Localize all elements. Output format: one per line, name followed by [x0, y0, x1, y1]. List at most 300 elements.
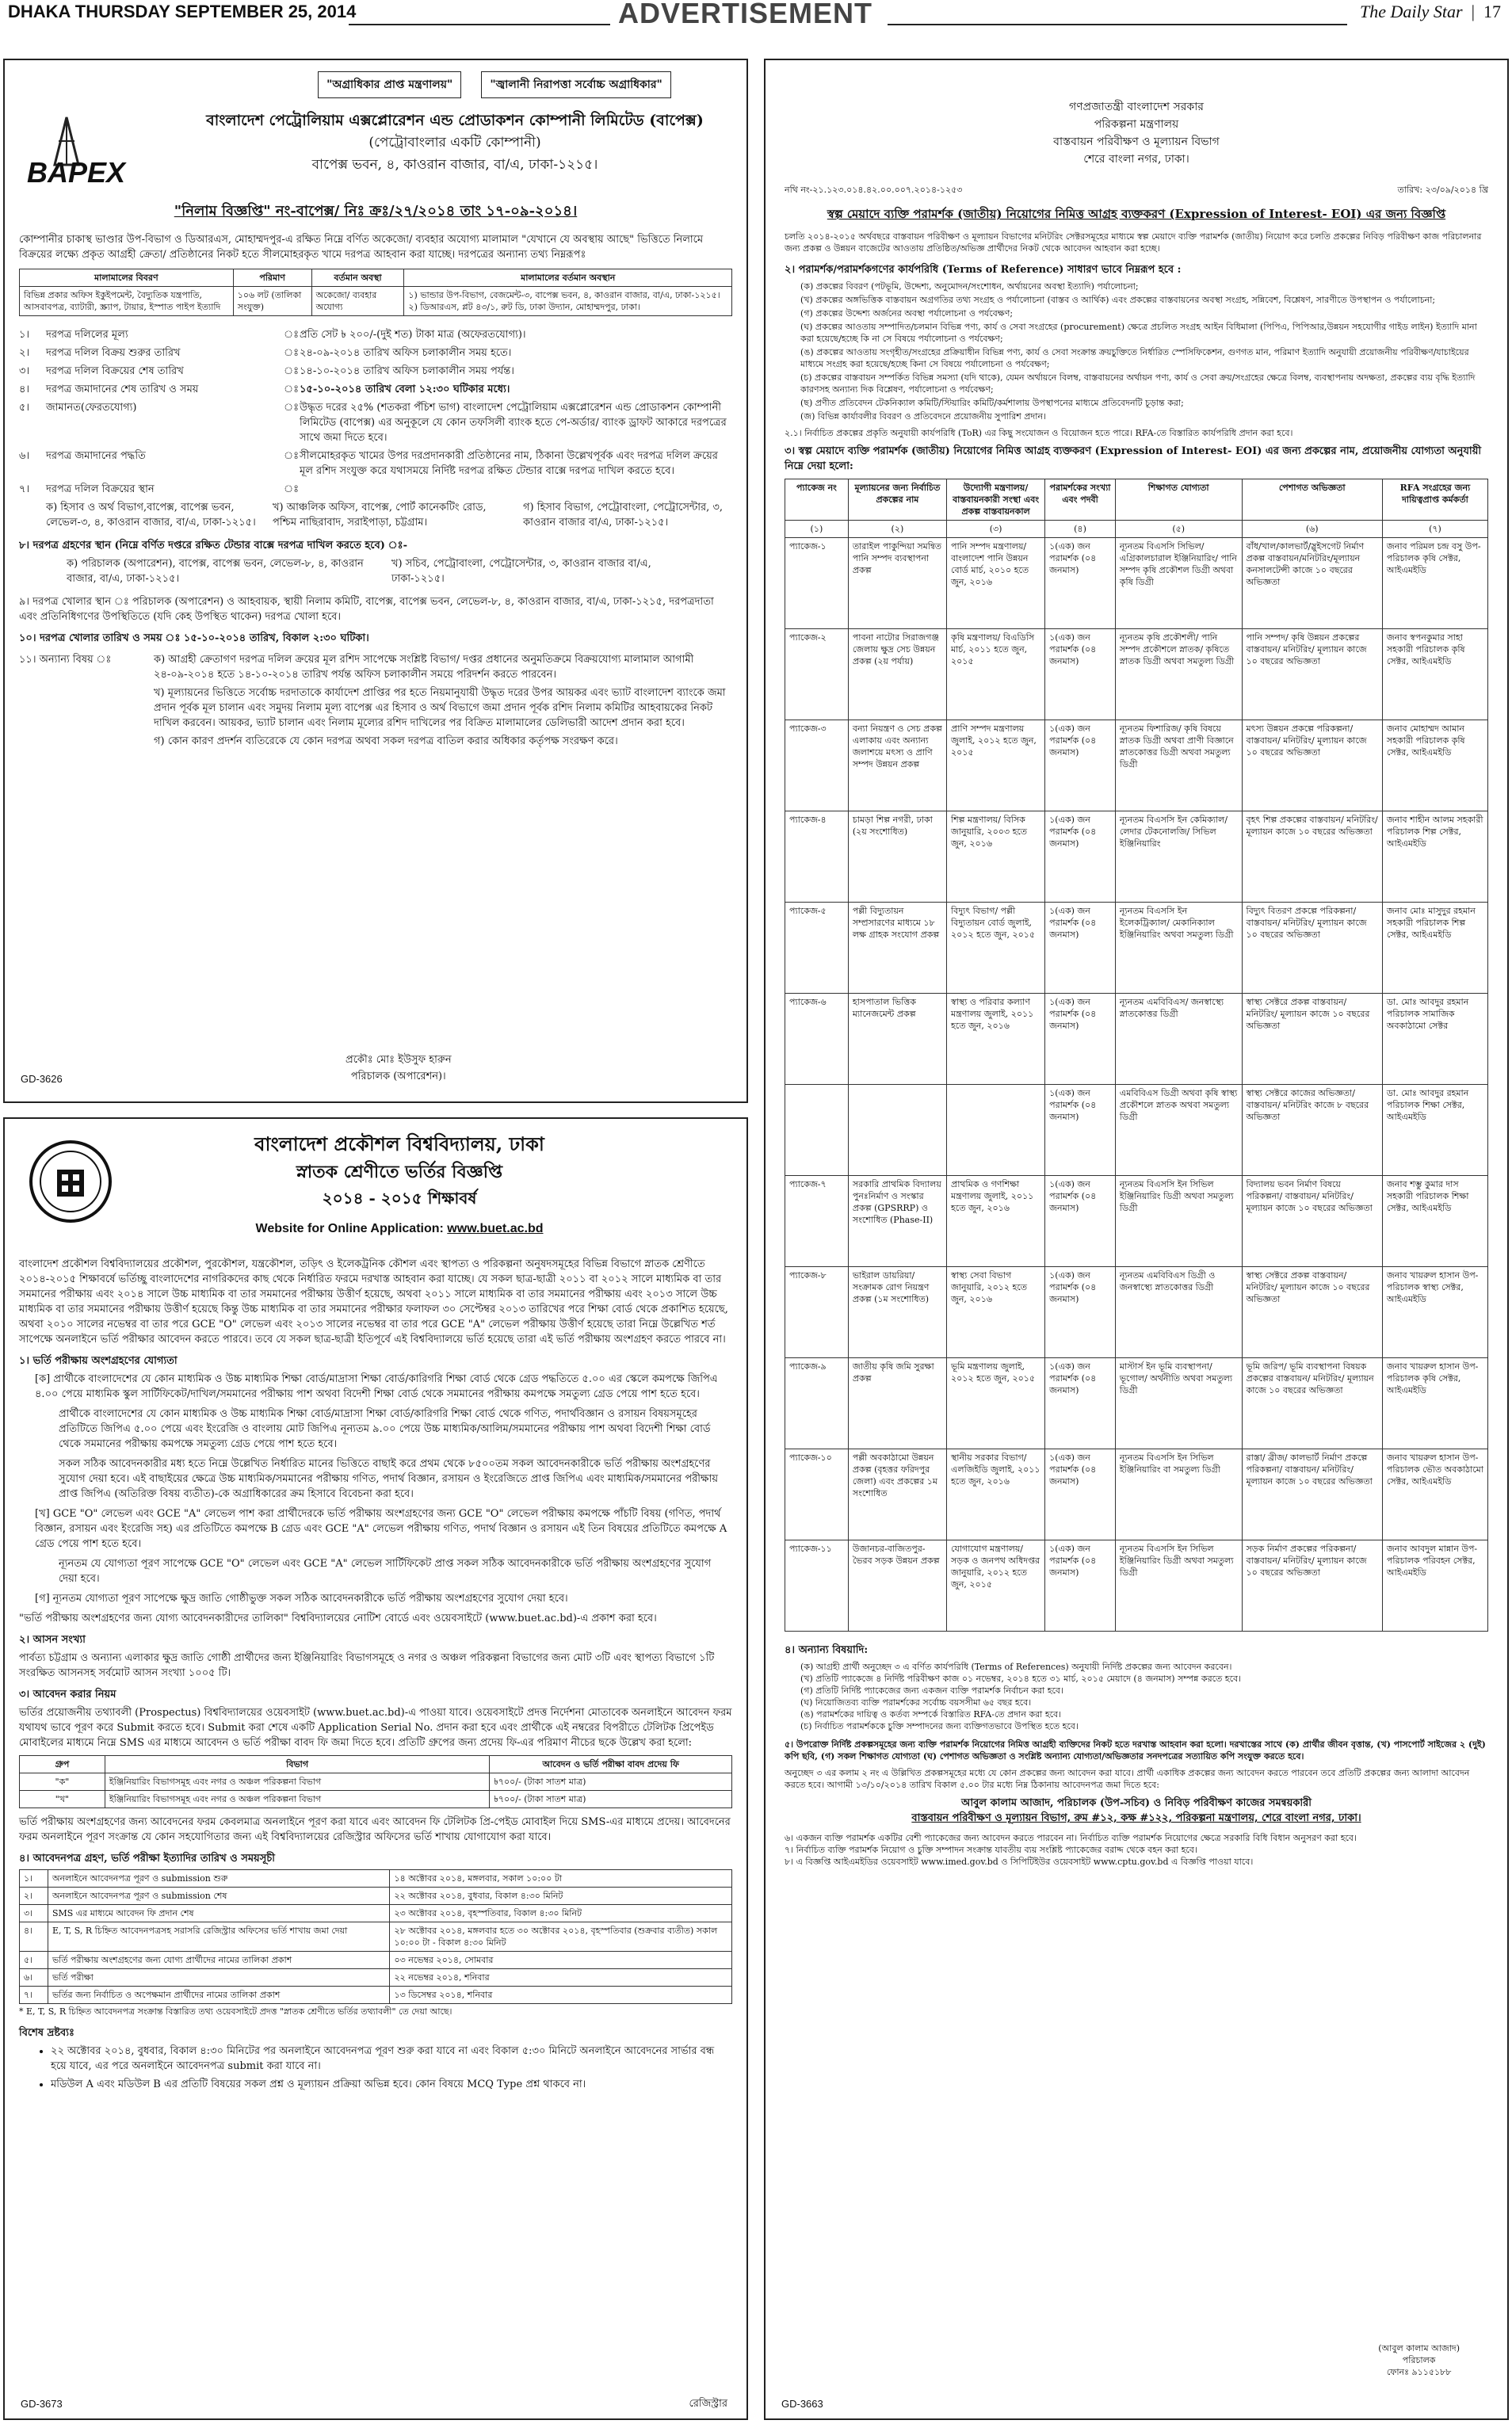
table-cell: (৫) — [1115, 521, 1242, 538]
imed-memo-line — [785, 184, 1488, 196]
imed-ad — [764, 59, 1509, 2420]
table-cell: ১(এক) জন পরামর্শক (০৪ জনমাস) — [1045, 1267, 1116, 1358]
imed-contact-addr: আবুল কালাম আজাদ, পরিচালক (উপ-সচিব) ও নিবিড় পরিবীক্ষণ কাজের সমন্বয়কারী — [960, 1797, 1312, 1809]
table-cell — [947, 1085, 1045, 1176]
buet-sec3-title: ৩। আবেদন করার নিয়ম — [19, 1689, 116, 1701]
buet-ad — [3, 1117, 748, 2420]
buet-code: GD-3673 — [21, 2398, 63, 2410]
table-cell: জনাব স্বপনকুমার সাহা সহকারী পরিচালক কৃষি সেক্টর, আইএমইডি — [1382, 629, 1487, 720]
table-row — [785, 1085, 1488, 1176]
table-header: পেশাগত অভিজ্ঞতা — [1242, 479, 1382, 521]
imed-signer-title: পরিচালক — [1402, 2355, 1436, 2365]
table-cell: প্যাকেজ-১১ — [785, 1540, 849, 1632]
bapex-items — [19, 327, 732, 749]
table-cell: ৭। — [20, 1987, 48, 2004]
table-cell: ১(এক) জন পরামর্শক (০৪ জনমাস) — [1045, 629, 1116, 720]
table-cell: ভূমি জরিপ/ ভূমি ব্যবস্থাপনা বিষয়ক প্রকল্পের বাস্তবায়ন/ মনিটরিং/ মূল্যায়ন কাজে ১০ বছরের অভিজ্ঞতা — [1242, 1358, 1382, 1449]
bapex-sale-places — [46, 500, 732, 530]
buet-title-block — [162, 1130, 637, 1236]
list-item: (ঙ) প্রকল্পের আওতায় সংগৃহীত/সংগ্রহের প্রক্রিয়াধীন বিভিন্ন পণ্য, কার্য ও সেবা সংক্রান্ত ক্রয়চুক্তিতে নির্ধারিত স্পেসিফিকেশন, গুণগত মান, পরিমাণ ইত্যাদি অনুযায়ী প্রয়োজনীয় পরিবীক্ষণ/যাচাইয়ের মাধ্যমে সংগ্রহ করা হয়েছে/হচ্ছে কিনা সে বিষয়ে পর্যালোচনা ও পর্যবেক্ষণ; — [800, 347, 1469, 369]
table-cell: পল্লী বিদ্যুতায়ন সম্প্রসারণের মাধ্যমে ১৮ লক্ষ গ্রাহক সংযোগ প্রকল্প — [848, 903, 946, 994]
buet-sec1-ka: [ক] প্রার্থীকে বাংলাদেশের যে কোন মাধ্যমিক ও উচ্চ মাধ্যমিক শিক্ষা বোর্ড/মাদ্রাসা শিক্ষা বোর্ড/কারিগরি শিক্ষা বোর্ড থেকে গ্রেড পদ্ধতিতে ৫.০০ এর স্কেলে কমপক্ষে জিপিএ ৪.০০ পেয়ে মাধ্যমিক স্কুল সার্টিফিকেট/দাখিল/সমমানের পরীক্ষায় পাশ অথবা বিদেশী শিক্ষা বোর্ড থেকে সমমানের পরীক্ষায় কমপক্ষে সমতুল্য গ্রেড পেয়ে পাশ হতে হবে। — [35, 1373, 718, 1400]
list-item: (ছ) প্রণীত প্রতিবেদন টেকনিক্যাল কমিটি/স্টিয়ারিং কমিটি/কর্মশালায় উপস্থাপনের মাধ্যমে প্রতিবেদনটি চূড়ান্ত করা; — [800, 398, 1184, 408]
table-cell: বিভিন্ন প্রকার অফিস ইকুইপমেন্ট, বৈদ্যুতিক যন্ত্রপাতি, আসবাবপত্র, ব্যাটারী, স্ক্র্যাপ, টায়ার, ইস্পাত পাইপ ইত্যাদি — [20, 287, 234, 316]
bapex-tags — [19, 71, 732, 98]
table-row — [20, 287, 732, 316]
table-cell: ১(এক) জন পরামর্শক (০৪ জনমাস) — [1045, 1176, 1116, 1267]
bapex-logo-text: BAPEX — [27, 156, 126, 189]
bapex-subtitle: (পেট্রোবাংলার একটি কোম্পানী) — [368, 135, 541, 151]
bapex-org-block — [178, 109, 732, 176]
table-cell: পানি সম্পদ/ কৃষি উন্নয়ন প্রকল্পের বাস্তবায়ন/ মনিটরিং/ মূল্যায়ন কাজে ১০ বছরের অভিজ্ঞতা — [1242, 629, 1382, 720]
table-row — [785, 1267, 1488, 1358]
sale-place: খ) আঞ্চলিক অফিস, বাপেক্স, পোর্ট কানেকটিং রোড, পশ্চিম নাছিরাবাদ, সরাইপাড়া, চট্টগ্রাম। — [273, 502, 487, 529]
table-cell: প্রাথমিক ও গণশিক্ষা মন্ত্রণালয় জুলাই, ২০১১ হতে জুন, ২০১৬ — [947, 1176, 1045, 1267]
table-header: RFA সংগ্রহের জন্য দায়িত্বপ্রাপ্ত কর্মকর্তা — [1382, 479, 1487, 521]
item-value: প্রতি সেট ৳ ২০০/-(দুই শত) টাকা মাত্র (অফেরতযোগ্য)। — [300, 329, 526, 341]
masthead-paper-name: The Daily Star — [1360, 2, 1463, 21]
list-item: (চ) প্রকল্পের বাস্তবায়ন সম্পর্কিত বিভিন্ন সমস্যা (যদি থাকে), যেমন অর্থায়নে বিলম্ব, বাস্তবায়নের অর্থায়ন পণ্য, কার্য ও সেবা ক্রয়/সংগ্রহের ক্ষেত্রে বিলম্ব, ব্যবস্থাপনায় অদক্ষতা, প্রকল্পের ব্যয় বৃদ্ধি ইত্যাদি কারণসহ অন্যান্য দিক বিশ্লেষণ, পর্যালোচনা ও পর্যবেক্ষণ; — [800, 372, 1476, 395]
imed-tor-title: ২। পরামর্শক/পরামর্শকগণের কার্যপরিধি (Terms of Reference) সাধারণ ভাবে নিম্নরূপ হবে : — [785, 264, 1182, 276]
submit-place: খ) সচিব, পেট্রোবাংলা, পেট্রোসেন্টার, ৩, কাওরান বাজার বা/এ, ঢাকা-১২১৫। — [391, 558, 651, 585]
bapex-submit-places — [67, 556, 732, 586]
list-item: ১। দরপত্র দলিলের মূল্য ঃ প্রতি সেট ৳ ২০০/-(দুই শত) টাকা মাত্র (অফেরতযোগ্য)। — [19, 329, 526, 341]
buet-header — [19, 1130, 732, 1257]
table-cell: তারাইল পাকুন্দিয়া সমন্বিত পানি সম্পদ ব্যবস্থাপনা প্রকল্প — [848, 538, 946, 629]
buet-sec4-title: ৪। আবেদনপত্র গ্রহণ, ভর্তি পরীক্ষা ইত্যাদির তারিখ ও সময়সূচী — [19, 1853, 276, 1865]
table-cell: ১(এক) জন পরামর্শক (০৪ জনমাস) — [1045, 994, 1116, 1085]
table-cell: বিদ্যুৎ বিভাগ/ পল্লী বিদ্যুতায়ন বোর্ড জুলাই, ২০১২ হতে জুন, ২০১৫ — [947, 903, 1045, 994]
table-cell: ভর্তির জন্য নির্বাচিত ও অপেক্ষমান প্রার্থীদের নামের তালিকা প্রকাশ — [48, 1987, 390, 2004]
bapex-item11-list — [154, 652, 732, 749]
table-row — [20, 1987, 732, 2004]
buet-sec1-kha2: ন্যূনতম যে যোগ্যতা পূরণ সাপেক্ষে GCE "O" লেভেল এবং GCE "A" লেভেল সার্টিফিকেট প্রাপ্ত সকল সঠিক আবেদনকারীকে ভর্তি পরীক্ষায় অংশগ্রহণের সুযোগ দেয়া হবে। — [59, 1558, 712, 1585]
table-cell: ১(এক) জন পরামর্শক (০৪ জনমাস) — [1045, 1085, 1116, 1176]
item-number: ৫। — [19, 402, 30, 414]
bapex-item11-label: ১১। অন্যান্য বিষয় ঃ — [19, 654, 112, 666]
bapex-signer: প্রকৌঃ মোঃ ইউসুফ হারুন — [346, 1054, 452, 1066]
table-header: শিক্ষাগত যোগ্যতা — [1115, 479, 1242, 521]
buet-sec3-text: ভর্তির প্রয়োজনীয় তথ্যাবলী (Prospectus) বিশ্ববিদ্যালয়ের ওয়েবসাইট (www.buet.ac.bd)-এ পাওয়া যাবে। ওয়েবসাইটে প্রদত্ত নির্দেশনা মোতাবেক অনলাইনে আবেদন ফরম যথাযথ ভাবে পূরণ করে Submit করতে হবে। Submit করা শেষে একটি Application Serial No. প্রদান করা হবে এবং প্রার্থীকে এই নম্বরের বিপরীতে টেলিটক প্রিপেইড মোবাইলের মাধ্যমে নিম্নে SMS এর মাধ্যমে আবেদন ও ভর্তি পরীক্ষা বাবদ ফি জমা দিতে হবে। প্রতিটি গ্রুপের জন্য প্রদেয় ফি-এর পরিমাণ নীচের ছকে উল্লেখ করা হলো: — [19, 1707, 732, 1749]
masthead-section: ADVERTISEMENT — [618, 0, 873, 29]
table-cell: ৩। — [20, 1905, 48, 1922]
table-cell: বিদ্যুৎ বিতরণ প্রকল্পে পরিকল্পনা/ বাস্তবায়ন/ মনিটরিং/ মূল্যায়ন কাজে ১০ বছরের অভিজ্ঞতা — [1242, 903, 1382, 994]
bapex-header — [19, 109, 732, 197]
list-item: (চ) নির্বাচিত পরামর্শককে চুক্তি সম্পাদনের জন্য ব্যক্তিগতভাবে উপস্থিত হতে হবে। — [800, 1721, 1079, 1731]
table-row — [785, 1358, 1488, 1449]
imed-other-list — [785, 1661, 1488, 1732]
buet-sec3-text2: ভর্তি পরীক্ষায় অংশগ্রহণের জন্য আবেদনের ফরম কেবলমাত্র অনলাইনে পূরণ করা যাবে এবং আবেদন ফি টেলিটক প্রি-পেইড মোবাইল দিয়ে SMS-এর মাধ্যমে প্রদেয়। আবেদনের ফরম অনলাইনে পূরণ সংক্রান্ত যে কোন সহযোগিতার জন্য এই বিশ্ববিদ্যালয়ের রেজিস্ট্রার অফিসের ভর্তি শাখায় যোগাযোগ করা যাবে। — [19, 1816, 731, 1843]
table-row — [20, 1952, 732, 1969]
table-cell: বৃহৎ শিল্প প্রকল্পের বাস্তবায়ন/ মনিটরিং/ মূল্যায়ন কাজে ১০ বছরের অভিজ্ঞতা — [1242, 811, 1382, 903]
table-cell: ৪। — [20, 1922, 48, 1952]
table-cell: স্বাস্থ্য সেবা বিভাগ জানুয়ারি, ২০১২ হতে জুন, ২০১৬ — [947, 1267, 1045, 1358]
table-cell: প্যাকেজ-৭ — [785, 1176, 849, 1267]
table-cell: প্যাকেজ-৪ — [785, 811, 849, 903]
bapex-code: GD-3626 — [21, 1073, 63, 1085]
bapex-item8: ৮। দরপত্র গ্রহণের স্থান (নিম্নে বর্ণিত দপ্তরে রক্ষিত টেন্ডার বাক্সে দরপত্র দাখিল করতে হবে) ঃ- — [19, 540, 407, 552]
bapex-logo-icon — [19, 109, 162, 189]
table-row — [785, 1176, 1488, 1267]
masthead-dateline — [8, 2, 356, 22]
table-cell: প্যাকেজ-৫ — [785, 903, 849, 994]
item-key: জামানত(ফেরতযোগ্য) — [46, 402, 137, 414]
table-cell: জনাব খায়রুল হাসান উপ-পরিচালক কৃষি সেক্টর, আইএমইডি — [1382, 1358, 1487, 1449]
table-cell: অনলাইনে আবেদনপত্র পূরণ ও submission শুরু — [48, 1870, 390, 1888]
table-cell: স্বাস্থ্য ও পরিবার কল্যাণ মন্ত্রণালয় জুলাই, ২০১১ হতে জুন, ২০১৬ — [947, 994, 1045, 1085]
table-header-row — [20, 1756, 732, 1773]
list-item: ৭। নির্বাচিত ব্যক্তি পরামর্শক নিয়োগ ও চুক্তি সম্পাদন সংক্রান্ত যাবতীয় ব্যয় সংশ্লিষ্ট প্যাকেজের বরাদ্দ থেকে বহন করা হবে। — [785, 1845, 1197, 1855]
table-cell: জনাব শম্ভু কুমার দাস সহকারী পরিচালক শিক্ষা সেক্টর, আইএমইডি — [1382, 1176, 1487, 1267]
buet-body — [19, 1257, 732, 2092]
table-header: পরিমাণ — [233, 269, 311, 287]
buet-sec1-ka3: সকল সঠিক আবেদনকারীর মধ্য হতে নিম্নে উল্লেখিত নির্ধারিত মানের ভিত্তিতে বাছাই করে প্রথম থেকে ৮৫০০তম সকল আবেদনকারীকে ভর্তি পরীক্ষায় অংশগ্রহণের সুযোগ দেয়া হবে। এই বাছাইয়ের ক্ষেত্রে উচ্চ মাধ্যমিক/সমমানের পরীক্ষায় গণিত, পদার্থ বিজ্ঞান, রসায়ন ও ইংরেজিতে প্রাপ্ত জিপিএ এবং মাধ্যমিক/সমমানের পরীক্ষায় প্রাপ্ত জিপিএ (অতিরিক্ত বিষয় ব্যতীত)-কে অগ্রাধিকারের ক্রম হিসাবে বিবেচনা করা হবে। — [59, 1458, 718, 1500]
table-cell: পানি সম্পদ মন্ত্রণালয়/ বাংলাদেশ পানি উন্নয়ন বোর্ড মার্চ, ২০১০ হতে জুন, ২০১৬ — [947, 538, 1045, 629]
table-cell: মাস্টার্স ইন ভূমি ব্যবস্থাপনা/ ভূগোল/ অর্থনীতি অথবা সমতুল্য ডিগ্রী — [1115, 1358, 1242, 1449]
table-cell: জনাব শাহীন আলম সহকারী পরিচালক শিল্প সেক্টর, আইএমইডি — [1382, 811, 1487, 903]
table-cell: ডা. মোঃ আবদুর রহমান পরিচালক শিক্ষা সেক্টর, আইএমইডি — [1382, 1085, 1487, 1176]
list-item: ৫। জামানত(ফেরতযোগ্য) ঃ উদ্ধৃত দরের ২৫% (শতকরা পঁচিশ ভাগ) বাংলাদেশ পেট্রোলিয়াম এক্সপ্লোরেশন এন্ড প্রোডাকশন কোম্পানী লিমিটেড (বাপেক্স) এর অনুকূলে যে কোন তফসিলী ব্যাংক হতে পে-অর্ডার/ ব্যাংক ড্রাফট আকারে দরপত্রের সাথে জমা দিতে হবে। — [19, 400, 732, 445]
table-cell: সরকারি প্রাথমিক বিদ্যালয় পুনঃনির্মাণ ও সংস্কার প্রকল্প (GPSRRP) ও সংশোধিত (Phase-II) — [848, 1176, 946, 1267]
table-cell: জাতীয় কৃষি জমি সুরক্ষা প্রকল্প — [848, 1358, 946, 1449]
buet-session: ২০১৪ - ২০১৫ শিক্ষাবর্ষ — [322, 1189, 477, 1208]
table-cell: ০৩ নভেম্বর ২০১৪, সোমবার — [390, 1952, 732, 1969]
table-header: প্যাকেজ নং — [785, 479, 849, 521]
item-key: দরপত্র জমাদানের পদ্ধতি — [46, 450, 146, 462]
imed-contact-text: অনুচ্ছেদ ৩ এর কলাম ২ নং এ উল্লিখিত প্রকল্পসমূহের মধ্যে যে কোন প্রকল্পের জন্য আবেদন করা যাবে। প্রার্থী একাধিক প্রকল্পের জন্য আবেদন করতে পারবেন তবে প্রতিটি প্রকল্পের জন্য আলাদা আবেদন করতে হবে। আগামী ১৩/১০/২০১৪ তারিখ বিকাল ৫.০০ টার মধ্যে নিম্ন ঠিকানায় আবেদনপত্র জমা দিতে হবে: — [785, 1768, 1470, 1790]
buet-sec1-title: ১। ভর্তি পরীক্ষায় অংশগ্রহণের যোগ্যতা — [19, 1355, 178, 1367]
table-cell: বাঁধ/খাল/কালভার্ট/স্লুইসগেট নির্মাণ প্রকল্প বাস্তবায়ন/মনিটরিং/মূল্যায়ন কনসালটেন্সী কাজে ১০ বছরের অভিজ্ঞতা — [1242, 538, 1382, 629]
item-value: ১৫-১০-২০১৪ তারিখ বেলা ১২:৩০ ঘটিকার মধ্যে। — [300, 384, 510, 395]
table-cell: প্রাণি সম্পদ মন্ত্রণালয় জুলাই, ২০১২ হতে জুন, ২০১৫ — [947, 720, 1045, 811]
table-row — [785, 811, 1488, 903]
buet-sec2-text: পার্বত্য চট্টগ্রাম ও অন্যান্য এলাকার ক্ষুদ্র জাতি গোষ্ঠী প্রার্থীদের জন্য ইঞ্জিনিয়ারিং বিভাগসমূহে ও নগর ও অঞ্চল পরিকল্পনা বিভাগের জন্য মোট ৩টি এবং স্থাপত্য বিভাগে ১টি সংরক্ষিত আসনসহ সর্বমোট আসন সংখ্যা ১০০৫ টি। — [19, 1652, 715, 1679]
table-cell: ন্যূনতম ফিশারিজ/ কৃষি বিষয়ে স্নাতক ডিগ্রী অথবা প্রাণী বিজ্ঞানে স্নাতকোত্তর ডিগ্রী অথবা সমতুল্য ডিগ্রী — [1115, 720, 1242, 811]
table-cell: জনাব খায়রুল হাসান উপ-পরিচালক ভৌত অবকাঠামো সেক্টর, আইএমইডি — [1382, 1449, 1487, 1540]
sale-place: ক) হিসাব ও অর্থ বিভাগ,বাপেক্স, বাপেক্স ভবন, লেভেল-৩, ৪, কাওরান বাজার, বা/এ, ঢাকা-১২১৫। — [46, 502, 256, 529]
buet-intro: বাংলাদেশ প্রকৌশল বিশ্ববিদ্যালয়ের প্রকৌশল, পুরকৌশল, যন্ত্রকৌশল, তড়িৎ ও ইলেকট্রনিক কৌশল এবং স্থাপত্য ও পরিকল্পনা অনুষদসমূহের বিভিন্ন বিভাগে স্নাতক শ্রেণীতে ২০১৪-২০১৫ শিক্ষাবর্ষে ভর্তিচ্ছু বাংলাদেশের নাগরিকদের কাছ থেকে নির্ধারিত ফরমে দরখাস্ত আহবান করা যাচ্ছে। যে সকল ছাত্র-ছাত্রী ২০১১ বা ২০১২ সালে মাধ্যমিক বা তার সমমানের পরীক্ষায় এবং ২০১৪ সালে উচ্চ মাধ্যমিক বা তার সমমানের পরীক্ষায় উত্তীর্ণ হয়েছে, অথবা ২০১১ সালে মাধ্যমিক বা তার সমমানের পরীক্ষায় এবং ২০১৩ সালে উচ্চ মাধ্যমিক বা তার সমমানের পরীক্ষায় উত্তীর্ণ হয়েছে কিন্তু উচ্চ মাধ্যমিক বা তার সমমানের পরীক্ষার ফলাফল ৩০ সেপ্টেম্বর ২০১৩ তারিখের পরে শিক্ষা বোর্ড থেকে প্রকাশিত হয়েছে, অথবা ২০১০ সালের নভেম্বর বা তার পরে GCE "O" লেভেল এবং ২০১৩ সালের নভেম্বর বা তার পরে GCE "A" লেভেল পরীক্ষায় উত্তীর্ণ হয়েছে তারা নিম্নে উল্লেখিত শর্ত সাপেক্ষে অনলাইনে ভর্তি পরীক্ষার আবেদন করতে পারবে। তবে যে সকল ছাত্র-ছাত্রী ইতিপূর্বে এই বিশ্ববিদ্যালয়ে ভর্তি হয়েছে তারা এই ভর্তি পরীক্ষায় অংশগ্রহণ করতে পারবে না। — [19, 1258, 728, 1346]
imed-gov1: গণপ্রজাতন্ত্রী বাংলাদেশ সরকার — [1069, 101, 1204, 113]
bapex-address: বাপেক্স ভবন, ৪, কাওরান বাজার, বা/এ, ঢাকা-১২১৫। — [311, 157, 598, 173]
imed-date: তারিখ: ২৩/০৯/২০১৪ খ্রি — [1397, 185, 1488, 195]
sale-place: গ) হিসাব বিভাগ, পেট্রোবাংলা, পেট্রোসেন্টার, ৩, কাওরান বাজার বা/এ, ঢাকা-১২১৫। — [523, 502, 723, 529]
table-cell: ১(এক) জন পরামর্শক (০৪ জনমাস) — [1045, 720, 1116, 811]
table-cell: ভাইরাল ডায়রিয়া/ সংক্রামক রোগ নিয়ন্ত্রণ প্রকল্প (১ম সংশোধিত) — [848, 1267, 946, 1358]
list-item: (ঘ) প্রকল্পের আওতায় সম্পাদিত/চলমান বিভিন্ন পণ্য, কার্য ও সেবা সংগ্রহের (procurement) ক্ষেত্রে প্রচলিত সংগ্রহ আইন বিধিমালা (পিপিএ, পিপিআর,উন্নয়ন সহযোগীর গাইড লাইন) ইত্যাদি মানা করা হয়েছে/হচ্ছে কি না সে বিষয়ে পর্যালোচনা ও পর্যবেক্ষণ; — [800, 322, 1477, 344]
list-item: (ক) প্রকল্পের বিবরণ (পটভূমি, উদ্দেশ্য, অনুমোদন/সংশোধন, অর্থায়নের অবস্থা ইত্যাদি) পর্যালোচনা; — [800, 281, 1139, 292]
table-cell: স্বাস্থ্য সেক্টরে প্রকল্প বাস্তবায়ন/ মনিটরিং/ মূল্যায়ন কাজে ১০ বছরের অভিজ্ঞতা — [1242, 1267, 1382, 1358]
table-row — [785, 521, 1488, 538]
table-cell: ডা. মোঃ আবদুর রহমান পরিচালক সামাজিক অবকাঠামো সেক্টর — [1382, 994, 1487, 1085]
table-cell: ইঞ্জিনিয়ারিং বিভাগসমূহ এবং নগর ও অঞ্চল পরিকল্পনা বিভাগ — [105, 1773, 489, 1791]
list-item: ৮। এ বিজ্ঞপ্তি আইএমইডির ওয়েবসাইট www.imed.gov.bd ও সিপিটিইউর ওয়েবসাইট www.cptu.gov.bd এ বিজ্ঞপ্তি পাওয়া যাবে। — [785, 1857, 1254, 1867]
table-cell: ২২ নভেম্বর ২০১৪, শনিবার — [390, 1969, 732, 1987]
table-header: উদ্যোগী মন্ত্রণালয়/ বাস্তবায়নকারী সংস্থা এবং প্রকল্প বাস্তবায়নকাল — [947, 479, 1045, 521]
table-cell: অনলাইনে আবেদনপত্র পূরণ ও submission শেষ — [48, 1888, 390, 1905]
list-item: (গ) প্রকল্পের উদ্দেশ্য অর্জনের অবস্থা পর্যালোচনা ও পর্যবেক্ষণ; — [800, 308, 1014, 319]
table-row — [785, 903, 1488, 994]
buet-web-line — [162, 1222, 637, 1236]
table-cell: ৫। — [20, 1952, 48, 1969]
bapex-signature — [346, 1052, 452, 1086]
table-row — [20, 1870, 732, 1888]
list-item: (ঘ) নিয়োজিতব্য ব্যক্তি পরামর্শকের সর্বোচ্চ বয়সসীমা ৬৫ বছর হবে। — [800, 1697, 1032, 1708]
table-row — [20, 1773, 732, 1791]
item-value: ২৪-০৯-২০১৪ তারিখ অফিস চলাকালীন সময় হতে। — [300, 347, 512, 359]
table-cell: ১০৬ লট (তালিকা সংযুক্ত) — [233, 287, 311, 316]
table-cell: ২৩ অক্টোবর ২০১৪, বৃহস্পতিবার, বিকাল ৪:৩০ মিনিট — [390, 1905, 732, 1922]
table-cell: ১) ভান্ডার উপ-বিভাগ, বেজমেন্ট-৩, বাপেক্স ভবন, ৪, কাওরান বাজার, বা/এ, ঢাকা-১২১৫। ২) ডিআরএস, প্লট ৪৩/১, রুট ডি, ঢাকা উদ্যান, মোহাম্মদপুর, ঢাকা। — [404, 287, 732, 316]
bapex-ad — [3, 59, 748, 1103]
table-cell: ২। — [20, 1888, 48, 1905]
table-cell: বন্যা নিয়ন্ত্রণ ও সেচ প্রকল্প এলাকায় এবং অন্যান্য জলাশয়ে মৎস্য ও প্রাণি সম্পদ উন্নয়ন প্রকল্প — [848, 720, 946, 811]
table-cell: জনাব মোহাম্মদ আমান সহকারী পরিচালক কৃষি সেক্টর, আইএমইডি — [1382, 720, 1487, 811]
imed-signer-phone: ফোনঃ ৯১১৫১৮৮ — [1386, 2367, 1452, 2377]
bapex-item11 — [19, 652, 732, 749]
table-cell — [848, 1085, 946, 1176]
table-cell: ১(এক) জন পরামর্শক (০৪ জনমাস) — [1045, 811, 1116, 903]
table-cell: ১(এক) জন পরামর্শক (০৪ জনমাস) — [1045, 538, 1116, 629]
table-cell: জনাব খায়রুল হাসান উপ-পরিচালক স্বাস্থ্য সেক্টর, আইএমইডি — [1382, 1267, 1487, 1358]
table-cell: ১। — [20, 1870, 48, 1888]
bapex-org-name: বাংলাদেশ পেট্রোলিয়াম এক্সপ্লোরেশন এন্ড প্রোডাকশন কোম্পানী লিমিটেড (বাপেক্স) — [206, 112, 704, 129]
table-cell: (৩) — [947, 521, 1045, 538]
table-cell: প্যাকেজ-২ — [785, 629, 849, 720]
table-cell: ২৮ অক্টোবর ২০১৪, মঙ্গলবার হতে ৩০ অক্টোবর ২০১৪, বৃহস্পতিবার (শুক্রবার ব্যতীত) সকাল ১০:০০ টা - বিকাল ৪:৩০ মিনিট — [390, 1922, 732, 1952]
table-cell: উজানচর-বাজিতপুর-ভৈরব সড়ক উন্নয়ন প্রকল্প — [848, 1540, 946, 1632]
item-number: ৪। — [19, 384, 30, 395]
table-header: পরামর্শকের সংখ্যা এবং পদবী — [1045, 479, 1116, 521]
table-row — [785, 1449, 1488, 1540]
list-item: খ) মূল্যায়নের ভিত্তিতে সর্বোচ্চ দরদাতাকে কার্যাদেশ প্রাপ্তির পর হতে নিয়মানুযায়ী উদ্ধৃত দরের উপর আয়কর এবং ভ্যাট বাংলাদেশ ব্যাংকে জমা প্রদান পূর্বক মূল চালান এবং সমুদয় নিলাম মূল্য বাপেক্স এর হিসাব ও অর্থ বিভাগে জমা প্রদান পূর্বক রশিদ নিলাম কমিটির আহবায়কের নিকট দাখিল করবেন। আয়কর, ভ্যাট চালান এবং নিলাম মূল্যের রশিদ দাখিলের পর বিক্রিত মালামালের ডেলিভারী আদেশ প্রদান করা হবে। — [154, 687, 726, 729]
buet-subtitle: স্নাতক শ্রেণীতে ভর্তির বিজ্ঞপ্তি — [296, 1162, 503, 1182]
list-item: ৪। দরপত্র জমাদানের শেষ তারিখ ও সময় ঃ ১৫-১০-২০১৪ তারিখ বেলা ১২:৩০ ঘটিকার মধ্যে। — [19, 384, 510, 395]
list-item: • ২২ অক্টোবর ২০১৪, বুধবার, বিকাল ৪:৩০ মিনিটের পর অনলাইনে আবেদনপত্র পূরণ শুরু করা যাবে না এবং বিকাল ৫:৩০ মিনিটে অনলাইনে আবেদনের সার্ভার বন্ধ হয়ে যাবে, এর পরে অনলাইনে আবেদনপত্র submit করা যাবে না। — [51, 2044, 732, 2074]
bapex-item9: ৯। দরপত্র খোলার স্থান ঃ পরিচালক (অপারেশন) ও আহবায়ক, স্থায়ী নিলাম কমিটি, বাপেক্স, বাপেক্স ভবন, লেভেল-৮, ৪, কাওরান বাজার, বা/এ, ঢাকা-১২১৫, দরপত্রদাতা এবং প্রতিনিধিগণের উপস্থিতিতে (যদি কেহ উপস্থিত থাকেন) দরপত্র খোলা হবে। — [19, 596, 714, 623]
table-cell: স্বাস্থ্য সেক্টরে কাজের অভিজ্ঞতা/ বাস্তবায়ন/ মনিটরিং কাজে ৮ বছরের অভিজ্ঞতা — [1242, 1085, 1382, 1176]
submit-place: ক) পরিচালক (অপারেশন), বাপেক্স, বাপেক্স ভবন, লেভেল-৮, ৪, কাওরান বাজার, বা/এ, ঢাকা-১২১৫। — [67, 558, 364, 585]
table-cell: (৭) — [1382, 521, 1487, 538]
table-cell: ন্যূনতম বিএসসি ইন সিভিল ইঞ্জিনিয়ারিং বা সমতুল্য ডিগ্রী — [1115, 1449, 1242, 1540]
item-key: দরপত্র দলিল বিক্রয়ের শেষ তারিখ — [46, 365, 184, 377]
table-cell: ৬। — [20, 1969, 48, 1987]
table-row — [785, 720, 1488, 811]
imed-intro: চলতি ২০১৪-২০১৫ অর্থবছরে বাস্তবায়ন পরিবীক্ষণ ও মূল্যায়ন বিভাগের মনিটরিং সেক্টরসমূহের মাধ্যমে স্বল্প মেয়াদে ব্যক্তি পরামর্শক (জাতীয়) নিয়োগ করে চলতি প্রকল্পের নিবিড় পরিবীক্ষণ কাজ পরিচালনার জন্য প্রকল্প ও উন্নয়ন বাজেটের আওতায় প্রতিষ্ঠিত/অভিজ্ঞ প্রার্থীদের নিকট থেকে আবেদন আহবান করা হচ্ছে। — [785, 231, 1482, 254]
table-cell: প্যাকেজ-৮ — [785, 1267, 849, 1358]
masthead-city: DHAKA — [8, 2, 71, 21]
buet-crest-icon — [27, 1138, 114, 1225]
table-row — [20, 1791, 732, 1808]
bapex-item10: ১০। দরপত্র খোলার তারিখ ও সময় ঃ ১৫-১০-২০১৪ তারিখ, বিকাল ২:৩০ ঘটিকা। — [19, 632, 369, 644]
list-item: ৭। দরপত্র দলিল বিক্রয়ের স্থান ঃ — [19, 483, 300, 495]
table-cell: স্বাস্থ্য সেক্টরে প্রকল্প বাস্তবায়ন/ মনিটরিং/ মূল্যায়ন কাজে ১০ বছরের অভিজ্ঞতা — [1242, 994, 1382, 1085]
table-cell: চামড়া শিল্প নগরী, ঢাকা (২য় সংশোধিত) — [848, 811, 946, 903]
table-cell: প্যাকেজ-৬ — [785, 994, 849, 1085]
table-cell: ১৪ অক্টোবর ২০১৪, মঙ্গলবার, সকাল ১০:০০ টা — [390, 1870, 732, 1888]
table-cell: ন্যূনতম কৃষি প্রকৌশলী/ পানি সম্পদ প্রকৌশলে স্নাতক/ কৃষিতে স্নাতক ডিগ্রী অথবা সমতুল্য ডিগ্রী — [1115, 629, 1242, 720]
list-item: (খ) প্রতিটি প্যাকেজে ৪ নির্দিষ্ট পরিবীক্ষণ কাজ ০১ নভেম্বর, ২০১৪ হতে ৩১ মার্চ, ২০১৫ মেয়াদে (৪ জনমাস) সম্পন্ন করতে হবে। — [800, 1674, 1242, 1684]
buet-title: বাংলাদেশ প্রকৌশল বিশ্ববিদ্যালয়, ঢাকা — [254, 1132, 544, 1155]
table-cell: প্যাকেজ-১ — [785, 538, 849, 629]
item-key: দরপত্র দলিলের মূল্য — [46, 329, 128, 341]
list-item: (গ) প্রতিটি নির্দিষ্ট প্যাকেজের জন্য একজন ব্যক্তি পরামর্শক নির্বাচন করা হবে। — [800, 1685, 1063, 1696]
table-cell: মৎস্য উন্নয়ন প্রকল্পে পরিকল্পনা/ বাস্তবায়ন/ মনিটরিং/ মূল্যায়ন কাজে ১০ বছরের অভিজ্ঞতা — [1242, 720, 1382, 811]
list-item: (ঙ) পরামর্শকের দায়িত্ব ও কর্তব্য সম্পর্কে বিস্তারিত RFA-তে প্রদান করা হবে। — [800, 1709, 1062, 1720]
buet-web-link[interactable]: www.buet.ac.bd — [447, 1222, 544, 1235]
list-item: ২। দরপত্র দলিল বিক্রয় শুরুর তারিখ ঃ ২৪-০৯-২০১৪ তারিখ অফিস চলাকালীন সময় হতে। — [19, 347, 512, 359]
item-value: ১৪-১০-২০১৪ তারিখ অফিস চলাকালীন সময় পর্যন্ত। — [300, 365, 514, 377]
list-item: ক) আগ্রহী ক্রেতাগণ দরপত্র দলিল ক্রয়ের মূল রশিদ সাপেক্ষে সংশ্লিষ্ট বিভাগ/ দপ্তর প্রধানের অনুমতিক্রমে বিক্রয়যোগ্য মালামাল আগামী ২৪-০৯-২০১৪ হতে ১৪-১০-২০১৪ তারিখ পর্যন্ত অফিস চলাকালীন সময়ে পরিদর্শন করতে পারবেন। — [154, 654, 694, 681]
table-cell: বিদ্যালয় ভবন নির্মাণ বিষয়ে পরিকল্পনা/ বাস্তবায়ন/ মনিটরিং/ মূল্যায়ন কাজে ১০ বছরের অভিজ্ঞতা — [1242, 1176, 1382, 1267]
table-cell: ১৩ ডিসেম্বর ২০১৪, শনিবার — [390, 1987, 732, 2004]
imed-code: GD-3663 — [781, 2398, 823, 2410]
item-value: উদ্ধৃত দরের ২৫% (শতকরা পঁচিশ ভাগ) বাংলাদেশ পেট্রোলিয়াম এক্সপ্লোরেশন এন্ড প্রোডাকশন কোম্পানী লিমিটেড (বাপেক্স) এর অনুকূলে যে কোন তফসিলী ব্যাংক হতে পে-অর্ডার/ ব্যাংক ড্রাফট আকারে দরপত্রের সাথে জমা দিতে হবে। — [300, 402, 727, 444]
item-number: ২। — [19, 347, 30, 359]
imed-contact-title: ৫। উপরোক্ত নির্দিষ্ট প্রকল্পসমূহের জন্য ব্যক্তি পরামর্শক নিয়োগের নিমিত্ত আগ্রহী ব্যক্তিদের নিকট হতে দরখাস্ত আহবান করা হলো। দরখাস্তের সাথে (ক) প্রার্থীর জীবন বৃত্তান্ত, (খ) পাসপোর্ট সাইজের ২ (দুই) কপি ছবি, (গ) সকল শিক্ষাগত যোগ্যতা (ঘ) পেশাগত অভিজ্ঞতা ও সংশ্লিষ্ট অন্যান্য যোগ্যতা/অভিজ্ঞতার সনদপত্রের সত্যায়িত কপি সংযুক্ত করতে হবে। — [785, 1739, 1486, 1762]
imed-signer: (আবুল কালাম আজাদ) — [1378, 2343, 1460, 2353]
table-cell: অকেজো/ ব্যবহার অযোগ্য — [311, 287, 404, 316]
imed-contact-addr2: বাস্তবায়ন পরিবীক্ষণ ও মূল্যায়ন বিভাগ, রুম #১২, কক্ষ #১২২, পরিকল্পনা মন্ত্রণালয়, শেরে বাংলা নগর, ঢাকা। — [911, 1812, 1361, 1824]
table-cell: ন্যূনতম বিএসসি সিভিল/এগ্রিকালচারাল ইঞ্জিনিয়ারিং/ পানি সম্পদ কৃষি প্রকৌশল ডিগ্রী অথবা কৃষি ডিগ্রী — [1115, 538, 1242, 629]
table-cell: E, T, S, R চিহ্নিত আবেদনপত্রসহ সরাসরি রেজিস্ট্রার অফিসের ভর্তি শাখায় জমা দেয়া — [48, 1922, 390, 1952]
masthead-paper: The Daily Star | 17 — [1360, 2, 1501, 21]
item-number: ১। — [19, 329, 30, 341]
imed-title: স্বল্প মেয়াদে ব্যক্তি পরামর্শক (জাতীয়) নিয়োগের নিমিত্ত আগ্রহ ব্যক্তকরণ (Expression of Interest- EOI) এর জন্য বিজ্ঞপ্তি — [827, 207, 1446, 221]
table-cell: সড়ক নির্মাণ প্রকল্পের পরিকল্পনা/ বাস্তবায়ন/ মনিটরিং/ মূল্যায়ন কাজে ১০ বছরের অভিজ্ঞতা — [1242, 1540, 1382, 1632]
list-item: ৬। একজন ব্যক্তি পরামর্শক একটির বেশী প্যাকেজের জন্য আবেদন করতে পারবেন না। নির্বাচিত ব্যক্তি পরামর্শক নিয়োগের ক্ষেত্রে সরকারি বিধি বিধান অনুসরণ করা হবে। — [785, 1833, 1357, 1843]
item-value: সীলমোহরকৃত খামের উপর দরপ্রদানকারী প্রতিষ্ঠানের নাম, ঠিকানা উল্লেখপূর্বক এবং দরপত্র দলিল ক্রয়ের মূল রশিদ সংযুক্ত করে যথাসময়ে নির্দিষ্ট দরপত্র রক্ষিত টেন্ডার বাক্সে দরপত্র দাখিল করতে হবে। — [300, 450, 718, 477]
table-cell: প্যাকেজ-৩ — [785, 720, 849, 811]
list-item: ৬। দরপত্র জমাদানের পদ্ধতি ঃ সীলমোহরকৃত খামের উপর দরপ্রদানকারী প্রতিষ্ঠানের নাম, ঠিকানা উল্লেখপূর্বক এবং দরপত্র দলিল ক্রয়ের মূল রশিদ সংযুক্ত করে যথাসময়ে নির্দিষ্ট দরপত্র রক্ষিত টেন্ডার বাক্সে দরপত্র দাখিল করতে হবে। — [19, 449, 732, 479]
imed-other-title: ৪। অন্যান্য বিষয়াদি: — [785, 1644, 869, 1656]
imed-signature — [1378, 2342, 1460, 2378]
list-item: (জ) বিভিন্ন কার্যাবলীর বিবরণ ও প্রতিবেদনে প্রয়োজনীয় সুপারিশ প্রদান। — [800, 411, 1046, 422]
table-row — [785, 629, 1488, 720]
masthead — [0, 0, 1512, 29]
table-cell: পাবনা নাটোর সিরাজগঞ্জ জেলায় ক্ষুদ্র সেচ উন্নয়ন প্রকল্প (২য় পর্যায়) — [848, 629, 946, 720]
buet-registrar: রেজিস্ট্রার — [689, 2398, 727, 2410]
list-item: ৩। দরপত্র দলিল বিক্রয়ের শেষ তারিখ ঃ ১৪-১০-২০১৪ তারিখ অফিস চলাকালীন সময় পর্যন্ত। — [19, 365, 514, 377]
imed-notes — [785, 1832, 1488, 1868]
imed-eoi-rows — [785, 538, 1488, 1632]
table-cell: জনাব মোঃ মাসুদুর রহমান সহকারী পরিচালক শিল্প সেক্টর, আইএমইডি — [1382, 903, 1487, 994]
bapex-intro: কোম্পানীর চাকাস্থ ভাণ্ডার উপ-বিভাগ ও ডিআরএস, মোহাম্মদপুর-এ রক্ষিত নিম্নে বর্ণিত অকেজো/ ব্যবহার অযোগ্য মালামাল "যেখানে যে অবস্থায় আছে" ভিত্তিতে নিলামে বিক্রয়ের লক্ষ্যে প্রকৃত আগ্রহী ক্রেতা/ প্রতিষ্ঠানের নিকট হতে সীলমোহরকৃত খামে দরপত্র আহবান করা যাচ্ছে। দরপত্রের অন্যান্য তথ্য নিম্নরূপঃ — [19, 234, 704, 261]
table-cell: ইঞ্জিনিয়ারিং বিভাগসমূহ এবং নগর ও অঞ্চল পরিকল্পনা বিভাগ — [105, 1791, 489, 1808]
item-key: দরপত্র জমাদানের শেষ তারিখ ও সময় — [46, 384, 199, 395]
buet-sec2-title: ২। আসন সংখ্যা — [19, 1634, 86, 1646]
bapex-signer-title: পরিচালক (অপারেশন)। — [350, 1071, 446, 1082]
masthead-rule-right — [888, 24, 1347, 25]
buet-special-list — [19, 2044, 732, 2092]
table-cell: SMS এর মাধ্যমে আবেদন ফি প্রদান শেষ — [48, 1905, 390, 1922]
table-cell: ন্যূনতম এমবিবিএস ডিগ্রী ও জনস্বাস্থ্যে স্নাতকোত্তর ডিগ্রী — [1115, 1267, 1242, 1358]
table-cell: ভূমি মন্ত্রণালয় জুলাই, ২০১২ হতে জুন, ২০১৫ — [947, 1358, 1045, 1449]
list-item: গ) কোন কারণ প্রদর্শন ব্যতিরেকে যে কোন দরপত্র অথবা সকল দরপত্র বাতিল করার অধিকার কর্তৃপক্ষ সংরক্ষণ করে। — [154, 735, 618, 747]
buet-sec1-kha: [খ] GCE "O" লেভেল এবং GCE "A" লেভেল পাশ করা প্রার্থীদেরকে ভর্তি পরীক্ষায় অংশগ্রহণের জন্য GCE "O" লেভেল পরীক্ষায় কমপক্ষে পাঁচটি বিষয় (গণিত, পদার্থ বিজ্ঞান, রসায়ন এবং ইংরেজি সহ) এর প্রতিটিতে কমপক্ষে B গ্রেড এবং GCE "A" লেভেল পরীক্ষায় গণিত, পদার্থ বিজ্ঞান ও রসায়ন এই তিন বিষয়ের প্রতিটিতে কমপক্ষে A গ্রেড পেয়ে পাশ হতে হবে। — [35, 1508, 727, 1550]
table-cell — [785, 1085, 849, 1176]
table-cell: কৃষি মন্ত্রণালয়/ বিএডিসি মার্চ, ২০১১ হতে জুন, ২০১৫ — [947, 629, 1045, 720]
bapex-tag-ministry: "অগ্রাধিকার প্রাপ্ত মন্ত্রণালয়" — [318, 71, 461, 98]
list-item: • মডিউল A এবং মডিউল B এর প্রতিটি বিষয়ের সকল প্রশ্ন ও মূল্যায়ন প্রক্রিয়া অভিন্ন হবে। কোন বিষয়ে MCQ Type প্রশ্ন থাকবে না। — [51, 2077, 732, 2092]
masthead-page: 17 — [1483, 2, 1501, 21]
table-cell: এমবিবিএস ডিগ্রী অথবা কৃষি স্বাস্থ্য প্রকৌশলে স্নাতক অথবা সমতুল্য ডিগ্রী — [1115, 1085, 1242, 1176]
table-header-row — [20, 269, 732, 287]
item-key: দরপত্র দলিল বিক্রয়ের স্থান — [46, 483, 155, 495]
table-cell: ১(এক) জন পরামর্শক (০৪ জনমাস) — [1045, 1449, 1116, 1540]
table-cell: পল্লী অবকাঠামো উন্নয়ন প্রকল্প (বৃহত্তর ফরিদপুর জেলা) এবং প্রকল্পের ১ম সংশোধিত — [848, 1449, 946, 1540]
table-cell: (৬) — [1242, 521, 1382, 538]
item-number: ৭। — [19, 483, 30, 495]
table-cell: শিল্প মন্ত্রণালয়/ বিসিক জানুয়ারি, ২০০৩ হতে জুন, ২০১৬ — [947, 811, 1045, 903]
table-cell: ১(এক) জন পরামর্শক (০৪ জনমাস) — [1045, 1540, 1116, 1632]
table-cell: ১(এক) জন পরামর্শক (০৪ জনমাস) — [1045, 903, 1116, 994]
table-row — [20, 1905, 732, 1922]
table-header: মালামালের বর্তমান অবস্থান — [404, 269, 732, 287]
table-cell: ন্যূনতম এমবিবিএস/ জনস্বাস্থ্যে স্নাতকোত্তর ডিগ্রী — [1115, 994, 1242, 1085]
list-item: (ক) আগ্রহী প্রার্থী অনুচ্ছেদ ৩ এ বর্ণিত কার্যপরিধি (Terms of References) অনুযায়ী নির্দিষ্ট প্রকল্পের জন্য আবেদন করবেন। — [800, 1662, 1232, 1672]
table-cell: হাসপাতাল ভিত্তিক ম্যানেজমেন্ট প্রকল্প — [848, 994, 946, 1085]
table-cell: প্যাকেজ-১০ — [785, 1449, 849, 1540]
bapex-notice-title: "নিলাম বিজ্ঞপ্তি" নং-বাপেক্স/ নিঃ ক্রঃ/২৭/২০১৪ তাং ১৭-০৯-২০১৪। — [174, 203, 578, 219]
imed-sec3-title: ৩। স্বল্প মেয়াদে ব্যক্তি পরামর্শক (জাতীয়) নিয়োগের নিমিত্ত আগ্রহ ব্যক্তকরণ (Expression of Interest- EOI) এর জন্য প্রকল্পের নাম, প্রয়োজনীয় যোগ্যতা অনুযায়ী নিম্নে দেয়া হলো: — [785, 445, 1482, 472]
table-cell: যোগাযোগ মন্ত্রণালয়/ সড়ক ও জনপথ অধিদপ্তর জানুয়ারি, ২০১২ হতে জুন, ২০১৫ — [947, 1540, 1045, 1632]
table-cell: জনাব পরিমল চন্দ্র বসু উপ-পরিচালক কৃষি সেক্টর, আইএমইডি — [1382, 538, 1487, 629]
table-cell: (৪) — [1045, 521, 1116, 538]
table-header: বর্তমান অবস্থা — [311, 269, 404, 287]
table-row — [785, 994, 1488, 1085]
buet-sec1-ka2: প্রার্থীকে বাংলাদেশের যে কোন মাধ্যমিক ও উচ্চ মাধ্যমিক শিক্ষা বোর্ড/মাদ্রাসা শিক্ষা বোর্ড/কারিগরি শিক্ষা বোর্ড থেকে গণিত, পদার্থবিজ্ঞান ও রসায়ন বিষয়সমূহের প্রতিটিতে জিপিএ ৫.০০ পেয়ে এবং ইংরেজি ও বাংলায় মোট জিপিএ নূন্যতম ৯.০০ পেয়ে উচ্চ মাধ্যমিক/আলিম/সমমানের পরীক্ষায় পাশ অথবা বিদেশী শিক্ষা বোর্ড থেকে সমমানের পরীক্ষায় কমপক্ষে সমতুল্য গ্রেড পেয়ে পাশ হতে হবে। — [59, 1408, 711, 1450]
buet-web-label: Website for Online Application: — [255, 1222, 444, 1235]
table-header: মূল্যায়নের জন্য নির্বাচিত প্রকল্পের নাম — [848, 479, 946, 521]
table-cell: (২) — [848, 521, 946, 538]
table-row — [20, 1888, 732, 1905]
table-cell: ৳৭০০/- (টাকা সাতশ মাত্র) — [490, 1791, 732, 1808]
table-cell: ন্যূনতম বিএসসি ইন কেমিক্যাল/ লেদার টেকনোলজি/ সিভিল ইঞ্জিনিয়ারিং — [1115, 811, 1242, 903]
table-cell: স্থানীয় সরকার বিভাগ/ এলজিইডি জুলাই, ২০১১ হতে জুন, ২০১৬ — [947, 1449, 1045, 1540]
buet-special-title: বিশেষ দ্রষ্টব্যঃ — [19, 2027, 74, 2039]
table-header: বিভাগ — [105, 1756, 489, 1773]
table-row — [20, 1922, 732, 1952]
masthead-date: THURSDAY SEPTEMBER 25, 2014 — [74, 2, 357, 21]
buet-schedule-table — [19, 1869, 732, 2004]
table-header: গ্রুপ — [20, 1756, 105, 1773]
table-row — [785, 538, 1488, 629]
imed-eoi-table — [785, 479, 1488, 1632]
table-cell: ন্যূনতম বিএসসি ইন সিভিল ইঞ্জিনিয়ারিং ডিগ্রী অথবা সমতুল্য ডিগ্রী — [1115, 1540, 1242, 1632]
table-cell: ২২ অক্টোবর ২০১৪, বুধবার, বিকাল ৪:৩০ মিনিট — [390, 1888, 732, 1905]
table-row — [20, 1969, 732, 1987]
list-item: (খ) প্রকল্পের অঙ্গভিত্তিক বাস্তবায়ন অগ্রগতির তথ্য সংগ্রহ ও পর্যালোচনা (বাস্তব ও আর্থিক) এবং প্রকল্পের বাস্তবায়নের অবস্থা সংগ্রহ, সন্নিবেশ, বিশ্লেষণ, সারণীতে উপস্থাপন ও পর্যালোচনা; — [800, 295, 1436, 305]
imed-gov4: শেরে বাংলা নগর, ঢাকা। — [1083, 153, 1189, 166]
bapex-tag-energy: "জ্বালানী নিরাপত্তা সর্বোচ্চ অগ্রাধিকার" — [481, 71, 670, 98]
table-header: মালামালের বিবরণ — [20, 269, 234, 287]
table-cell: জনাব আবদুল মান্নান উপ-পরিচালক পরিবহন সেক্টর, আইএমইডি — [1382, 1540, 1487, 1632]
table-row — [785, 1540, 1488, 1632]
bapex-items-table — [19, 269, 732, 316]
table-cell: ন্যূনতম বিএসসি ইন ইলেকট্রিক্যাল/ মেকানিক্যাল ইঞ্জিনিয়ারিং অথবা সমতুল্য ডিগ্রী — [1115, 903, 1242, 994]
table-cell: ৳৭০০/- (টাকা সাতশ মাত্র) — [490, 1773, 732, 1791]
table-cell: (১) — [785, 521, 849, 538]
buet-fee-table — [19, 1755, 732, 1808]
item-number: ৬। — [19, 450, 30, 462]
imed-gov-header — [785, 98, 1488, 168]
table-cell: ন্যূনতম বিএসসি ইন সিভিল ইঞ্জিনিয়ারিং ডিগ্রী অথবা সমতুল্য ডিগ্রী — [1115, 1176, 1242, 1267]
imed-gov2: পরিকল্পনা মন্ত্রণালয় — [1094, 118, 1179, 131]
table-cell: "ক" — [20, 1773, 105, 1791]
table-cell: প্যাকেজ-৯ — [785, 1358, 849, 1449]
imed-gov3: বাস্তবায়ন পরিবীক্ষণ ও মূল্যায়ন বিভাগ — [1053, 136, 1220, 148]
buet-sec1-ga: [গ] ন্যূনতম যোগ্যতা পূরণ সাপেক্ষে ক্ষুদ্র জাতি গোষ্ঠীভুক্ত সকল সঠিক আবেদনকারীকে ভর্তি পরীক্ষায় অংশগ্রহণের সুযোগ দেয়া হবে। — [35, 1593, 568, 1605]
